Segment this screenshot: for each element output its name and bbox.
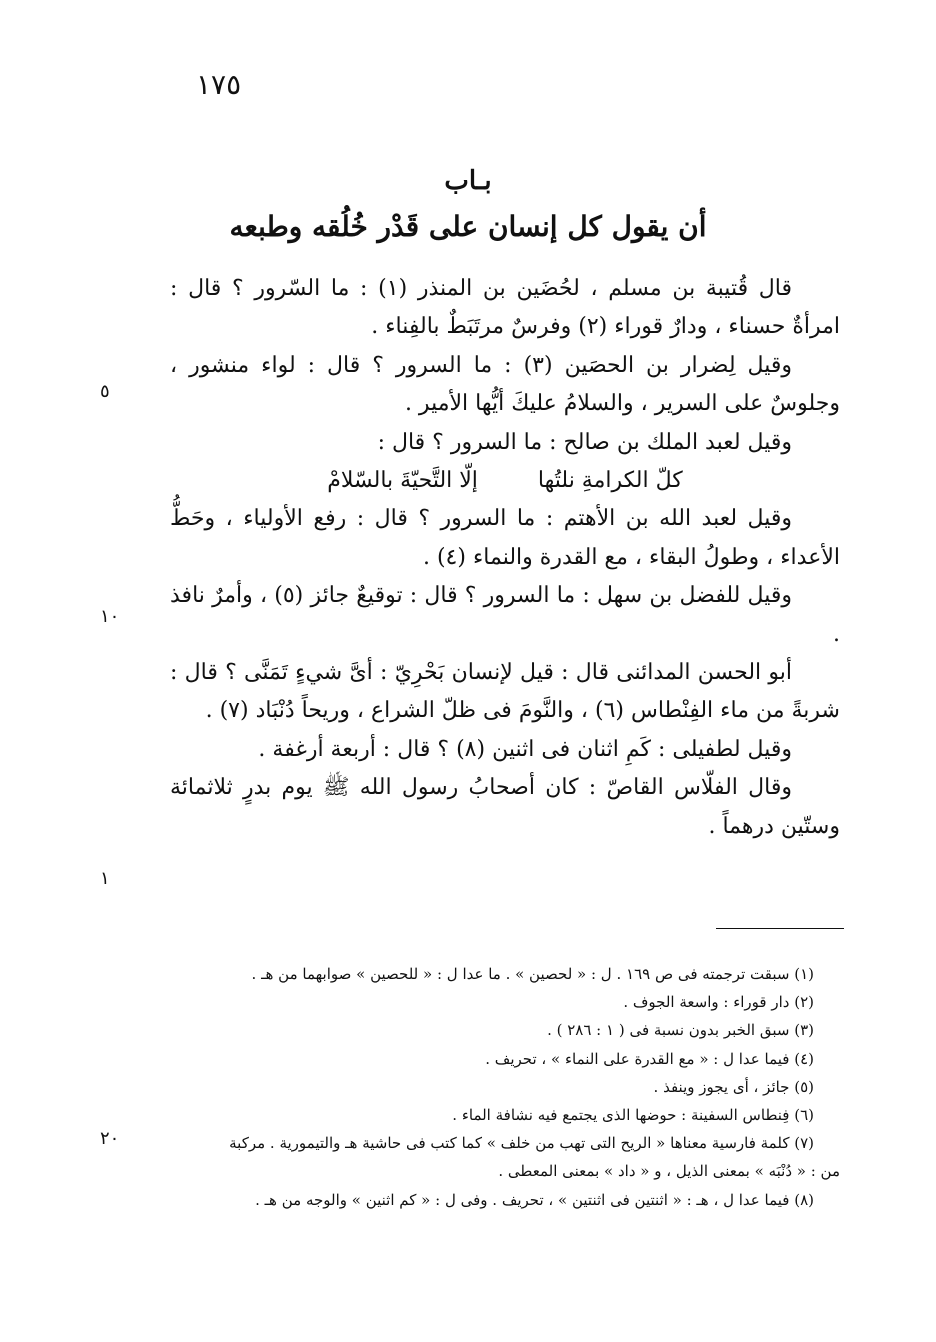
page-number: ١٧٥ <box>196 68 242 101</box>
line-number: ٢٠ <box>100 1128 120 1149</box>
verse-hemistich-1: كلّ الكرامةِ نلتُها <box>537 468 683 494</box>
paragraph: وقيل لعبد الله بن الأهتم : ما السرور ؟ قال : رفع الأولياء ، وحَطُّ الأعداء ، وطولُ البقاء ، مع القدرة والنماء (٤) . <box>170 506 840 570</box>
chapter-label: بـاب <box>444 166 492 196</box>
main-text <box>170 270 840 846</box>
paragraph: وقيل لعبد الملك بن صالح : ما السرور ؟ قال : <box>377 429 792 455</box>
footnote: (١) سبقت ترجمته فى ص ١٦٩ . ل : « لحصين » . ما عدا ل : « للحصين » صوابهما من هـ . <box>251 965 814 983</box>
footnote: (٢) دار قوراء : واسعة الجوف . <box>623 993 814 1012</box>
paragraph: أبو الحسن المدائنى قال : قيل لإنسان بَحْرِيّ : أىَّ شيءٍ تَمَنَّى ؟ قال : شربةً من ماء الفِنْطاس (٦) ، والنَّومَ فى ظلّ الشراع ، وريحاً دُنْبَاد (٧) . <box>170 660 840 724</box>
paragraph: وقيل لطفيلى : كَمِ اثنان فى اثنين (٨) ؟ قال : أربعة أرغفة . <box>258 736 792 762</box>
footnote: (٧) كلمة فارسية معناها « الريح التى تهب من خلف » كما كتب فى حاشية هـ والتيمورية . مركبة <box>229 1134 814 1153</box>
verse-hemistich-2: إلّا التَّحيّةَ بالسّلامْ <box>327 468 478 494</box>
footnote-separator <box>716 928 844 929</box>
paragraph: وقال الفلّاس القاصّ : كان أصحابُ رسول الله ﷺ يوم بدرٍ ثلاثمائة وستّين درهماً . <box>170 775 840 839</box>
footnote: (٣) سبق الخبر بدون نسبة فى ( ١ : ٢٨٦ ) . <box>547 1021 814 1040</box>
chapter-title: أن يقول كل إنسان على قَدْر خُلُقه وطبعه <box>229 210 707 243</box>
paragraph: وقيل لِضرار بن الحصَين (٣) : ما السرور ؟ قال : لواء منشور ، وجلوسٌ على السرير ، والسلامُ عليكَ أيُّها الأمير . <box>170 352 840 417</box>
line-number: ١ <box>100 868 110 889</box>
line-number: ١٠ <box>100 606 120 627</box>
footnote: (٤) فيما عدا ل : « مع القدرة على النماء » ، تحريف . <box>485 1049 814 1068</box>
footnote: (٨) فيما عدا ل ، هـ : « اثنتين فى اثنتين » ، تحريف . وفى ل : « كم اثنين » والوجه من هـ . <box>255 1190 814 1209</box>
paragraph: وقيل للفضل بن سهل : ما السرور ؟ قال : توقيعٌ جائز (٥) ، وأمرٌ نافذ . <box>170 583 840 647</box>
footnote: (٥) جائز ، أى يجوز وينفذ . <box>653 1077 814 1096</box>
verse <box>170 462 840 500</box>
footnote: (٦) فِنطاس السفينة : حوضها الذى يجتمع فيه نشافة الماء . <box>452 1106 814 1125</box>
footnote-continuation: من : « دُنْبَه » بمعنى الذيل ، و « داد » بمعنى المعطى . <box>498 1162 840 1181</box>
footnotes <box>170 960 840 1214</box>
line-number: ٥ <box>100 381 110 402</box>
paragraph: قال قُتيبة بن مسلم ، لحُضَين بن المنذر (١) : ما السّرور ؟ قال : امرأةٌ حسناء ، ودارٌ قوراء (٢) وفرسٌ مرتَبَطٌ بالفِناء . <box>170 276 840 340</box>
